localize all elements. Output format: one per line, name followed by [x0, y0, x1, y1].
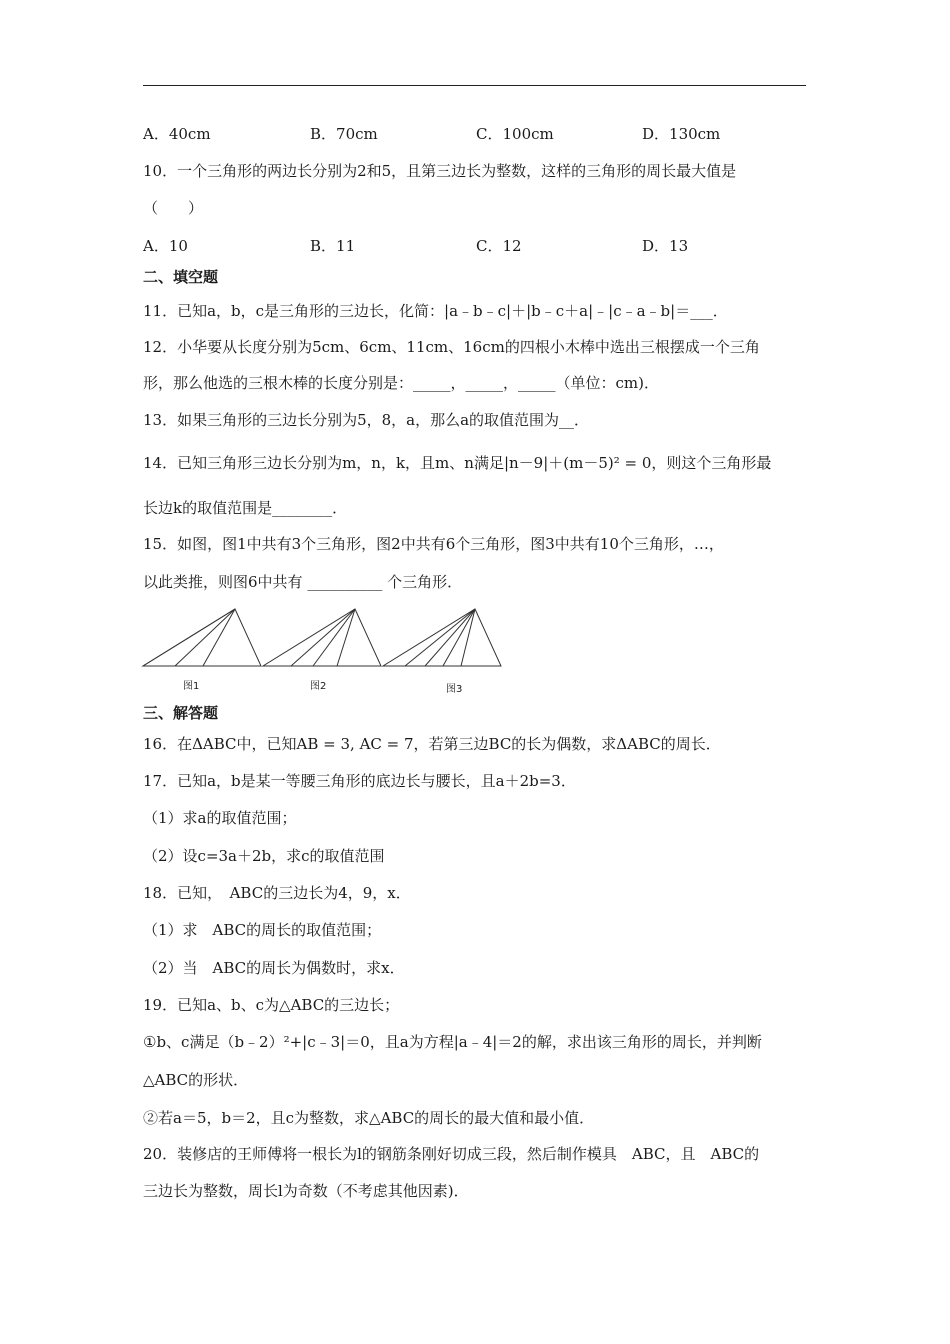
q12-line1: 12．小华要从长度分别为5cm、6cm、11cm、16cm的四根小木棒中选出三根摆成一个三角 — [143, 338, 760, 356]
q13-text: 13．如果三角形的三边长分别为5，8，a，那么a的取值范围为__． — [143, 411, 590, 429]
q17-stem: 17．已知a，b是某一等腰三角形的底边长与腰长，且a＋2b=3． — [143, 772, 576, 790]
q11-text: 11．已知a，b，c是三角形的三边长，化简：|a﹣b﹣c|＋|b﹣c＋a|﹣|c﹣a﹣b|＝___． — [143, 302, 728, 320]
q10-option-a: A．10 — [143, 237, 188, 255]
figure-1-caption: 图1 — [183, 681, 200, 692]
triangle-figures — [141, 606, 506, 668]
figure-3 — [383, 609, 501, 666]
q15-line1: 15．如图，图1中共有3个三角形，图2中共有6个三角形，图3中共有10个三角形，…， — [143, 535, 724, 553]
q17-part1: （1）求a的取值范围； — [143, 809, 297, 827]
q14-line1: 14．已知三角形三边长分别为m，n，k，且m、n满足|n－9|＋(m－5)² = 0，则这个三角形最 — [143, 454, 772, 472]
q10-option-d: D．13 — [642, 237, 689, 255]
q14-line2: 长边k的取值范围是________． — [143, 499, 348, 517]
figure-2 — [263, 609, 381, 666]
q10-paren: （ ） — [143, 199, 204, 217]
q17-part2: （2）设c=3a＋2b，求c的取值范围 — [143, 847, 385, 865]
q10-text: 10．一个三角形的两边长分别为2和5，且第三边长为整数，这样的三角形的周长最大值是 — [143, 162, 737, 180]
figure-2-caption: 图2 — [310, 681, 327, 692]
figure-1 — [143, 609, 261, 666]
q12-line2: 形，那么他选的三根木棒的长度分别是：_____，_____，_____（单位：cm)． — [143, 374, 659, 392]
q10-option-c: C．12 — [476, 237, 522, 255]
q20-line1: 20．装修店的王师傅将一根长为l的钢筋条刚好切成三段，然后制作模具 ABC，且 ABC的 — [143, 1145, 760, 1163]
q20-line2: 三边长为整数，周长l为奇数（不考虑其他因素)． — [143, 1182, 469, 1200]
q19-part1-line2: △ABC的形状． — [143, 1071, 249, 1089]
q10-option-b: B．11 — [310, 237, 356, 255]
q18-part2: （2）当 ABC的周长为偶数时，求x． — [143, 959, 405, 977]
q19-part1-line1: ①b、c满足（b﹣2）²+|c﹣3|＝0，且a为方程|a﹣4|＝2的解，求出该三角形的周长，并判断 — [143, 1033, 762, 1051]
q16-text: 16．在ΔABC中，已知AB = 3, AC = 7，若第三边BC的长为偶数，求ΔABC的周长． — [143, 735, 721, 753]
q9-option-d: D．130cm — [642, 125, 721, 143]
q9-option-a: A．40cm — [143, 125, 211, 143]
q9-option-c: C．100cm — [476, 125, 554, 143]
section-answer-heading: 三、解答题 — [143, 704, 219, 722]
figure-3-caption: 图3 — [446, 684, 463, 695]
q18-part1: （1）求 ABC的周长的取值范围； — [143, 921, 382, 939]
section-fill-in-heading: 二、填空题 — [143, 268, 219, 286]
q15-line2: 以此类推，则图6中共有 __________ 个三角形． — [143, 573, 463, 591]
header-rule — [143, 85, 806, 86]
q19-stem: 19．已知a、b、c为△ABC的三边长； — [143, 996, 400, 1014]
q19-part2: ②若a＝5，b＝2，且c为整数，求△ABC的周长的最大值和最小值． — [143, 1109, 595, 1127]
q9-option-b: B．70cm — [310, 125, 378, 143]
q18-stem: 18．已知， ABC的三边长为4，9，x． — [143, 884, 411, 902]
